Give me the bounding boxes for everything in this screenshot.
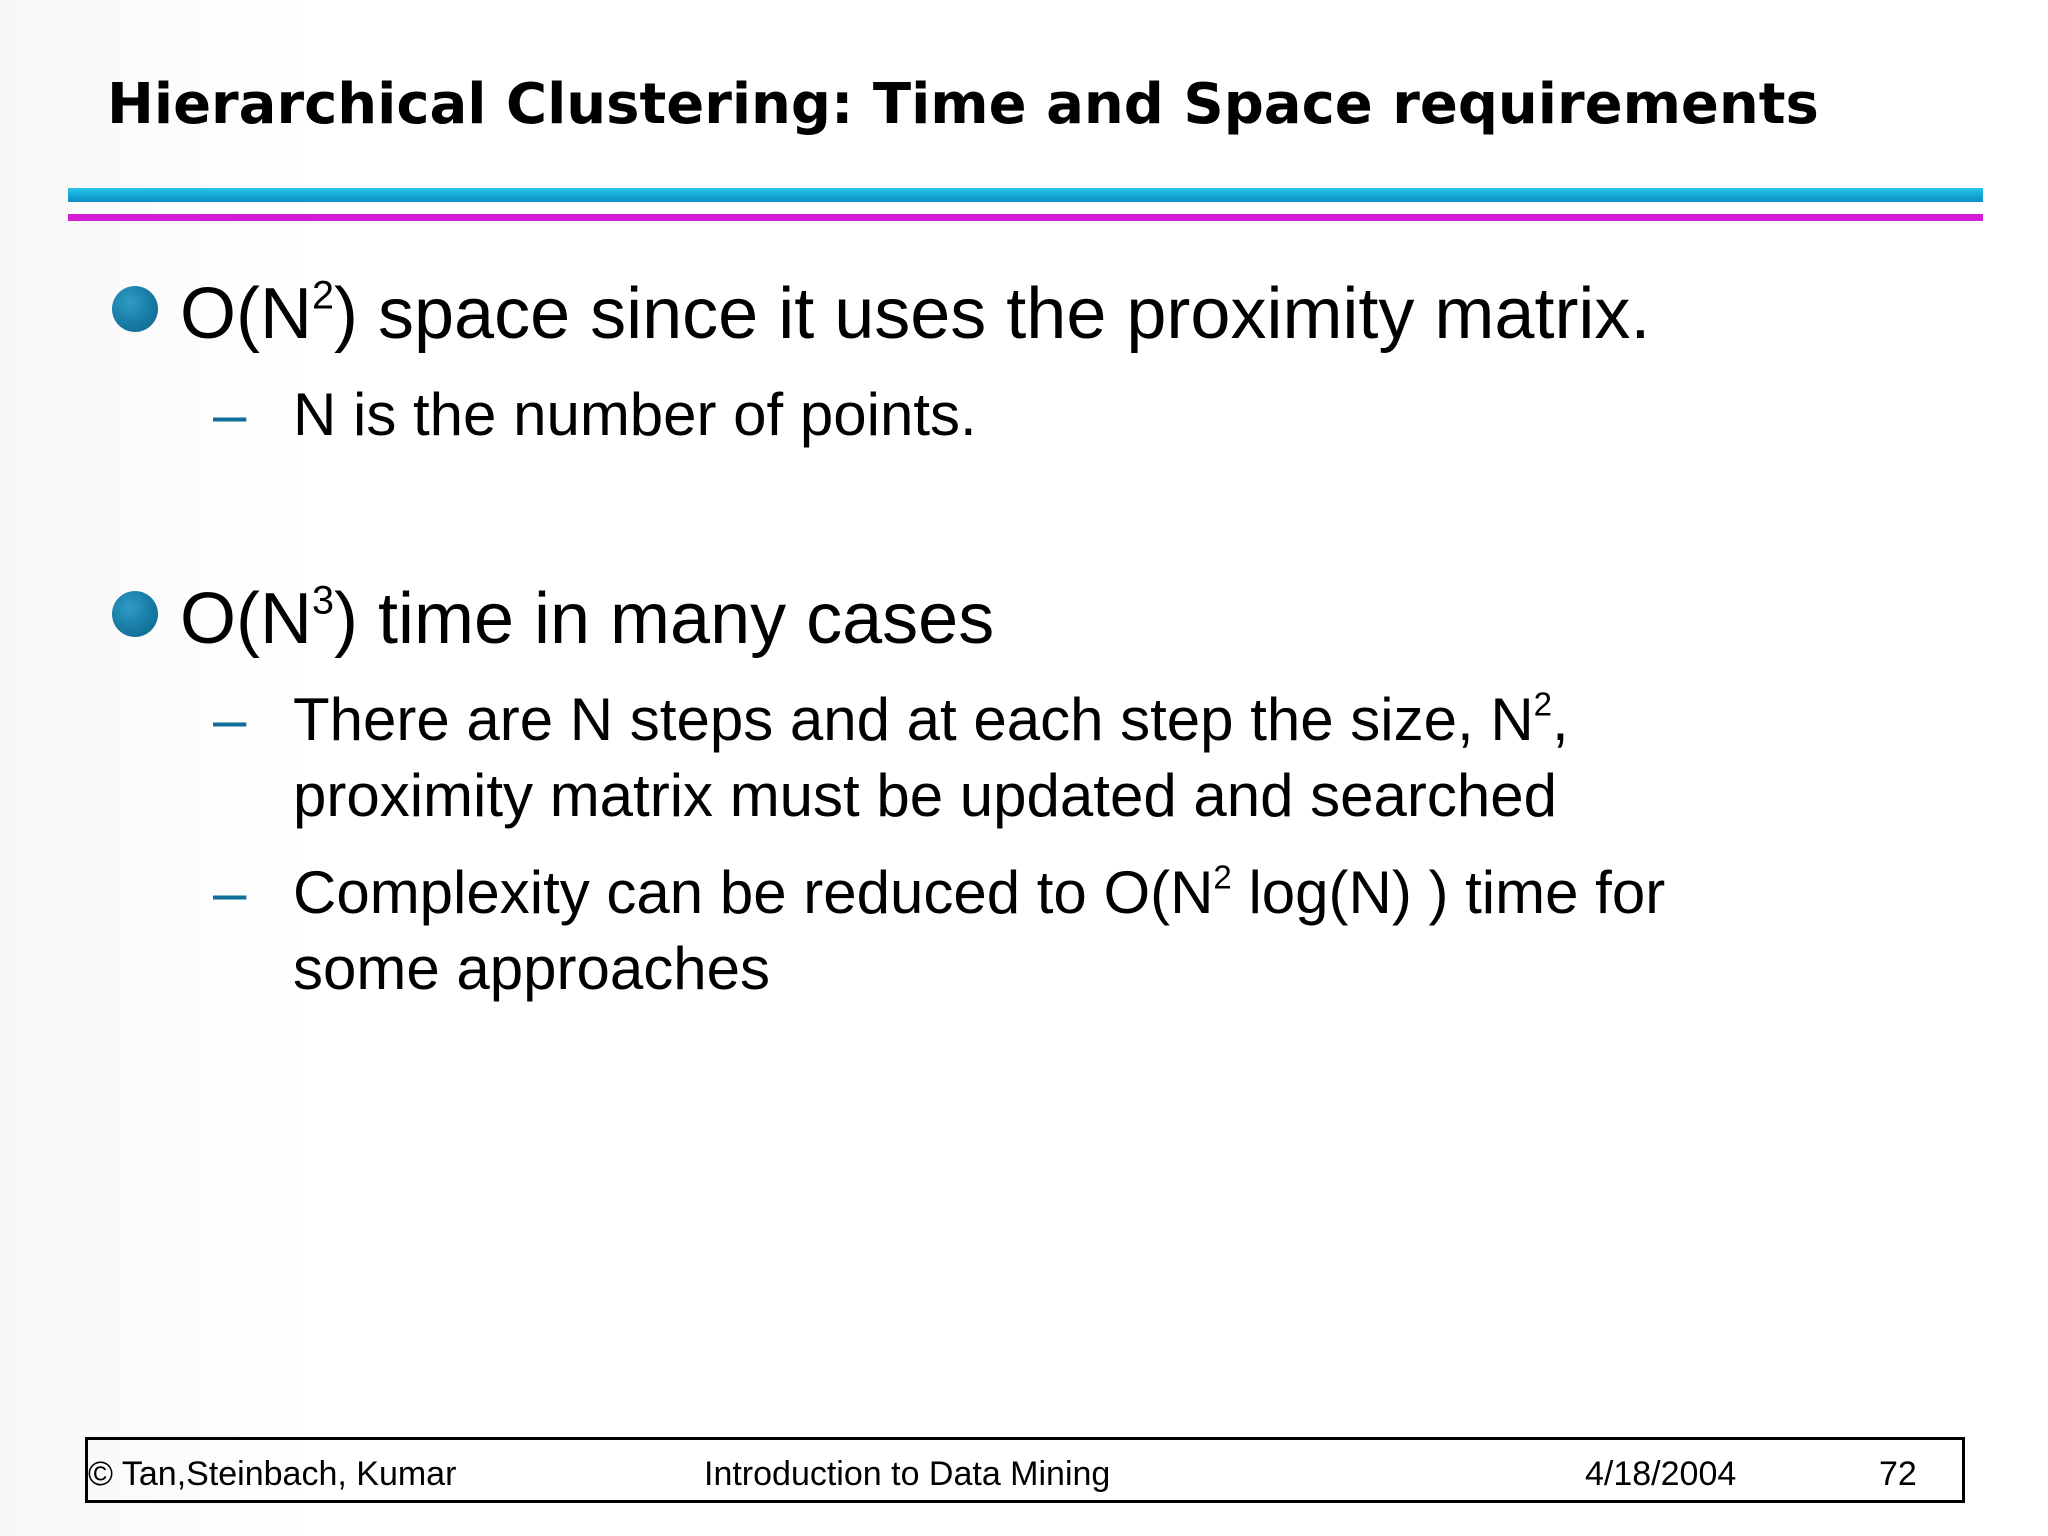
- bullet-dot-icon: [112, 286, 158, 332]
- footer-page-number: 72: [1879, 1455, 1917, 1493]
- sub-item-n-steps: [213, 682, 1933, 834]
- sub-item-text: Complexity can be reduced to $O(N^2$ log(N) ) time for some approaches: [293, 858, 1666, 1002]
- sub-item-complexity: [213, 855, 1933, 1007]
- slide-footer: [85, 1437, 1965, 1503]
- bullet-text: $O(N^2)$ space since it uses the proximity matrix.: [180, 273, 1651, 354]
- dash-marker: –: [213, 686, 247, 753]
- dash-marker: –: [213, 381, 247, 448]
- footer-course-title: Introduction to Data Mining: [704, 1455, 1111, 1493]
- slide-title: Hierarchical Clustering: Time and Space requirements: [107, 72, 1819, 137]
- title-rule-cyan: [68, 188, 1983, 202]
- bullet-text: $O(N^3)$ time in many cases: [180, 578, 995, 659]
- sub-item-n-points: [213, 377, 1933, 453]
- bullet-item-time: [112, 578, 995, 659]
- sub-item-text: There are N steps and at each step the size, $N^2$, proximity matrix must be updated and searched: [293, 685, 1569, 829]
- footer-date: 4/18/2004: [1585, 1455, 1737, 1493]
- title-rule-magenta: [68, 214, 1983, 221]
- footer-copyright: © Tan,Steinbach, Kumar: [88, 1455, 457, 1493]
- sub-item-text: N is the number of points.: [293, 381, 977, 448]
- bullet-dot-icon: [112, 591, 158, 637]
- dash-marker: –: [213, 859, 247, 926]
- bullet-item-space: [112, 273, 1651, 354]
